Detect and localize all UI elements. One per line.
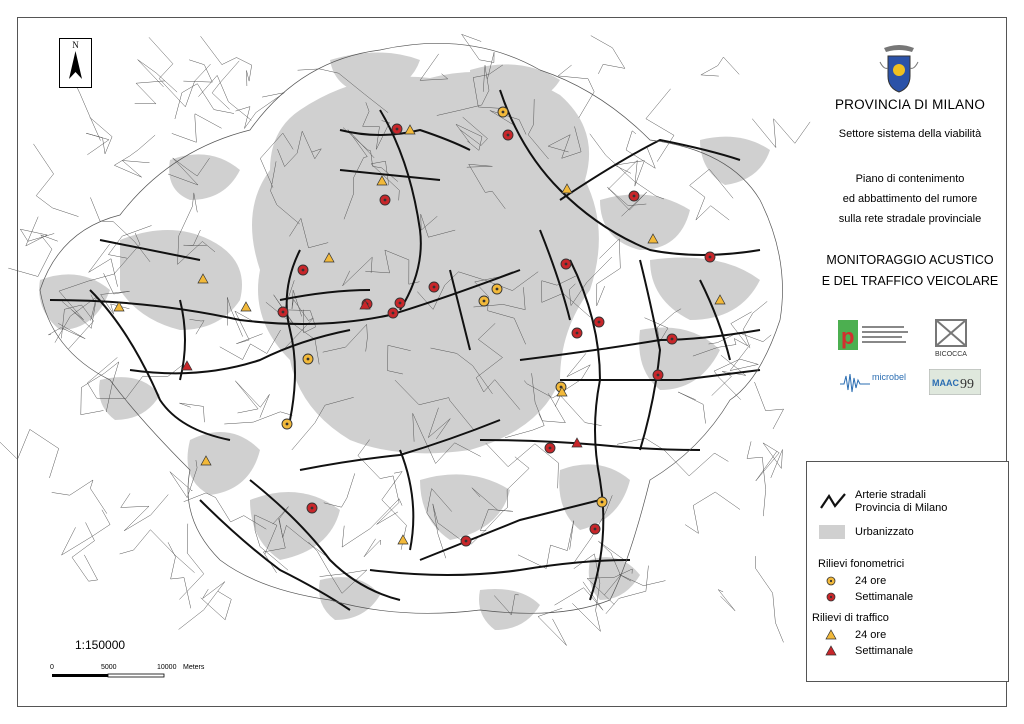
traffic-survey-marker	[398, 535, 408, 544]
legend-traffic-week-label: Settimanale	[855, 645, 914, 657]
minor-road	[358, 440, 399, 525]
minor-road	[0, 412, 59, 478]
microbel-label: microbel	[872, 372, 907, 382]
phono-survey-marker	[498, 107, 508, 117]
legend	[806, 461, 1009, 682]
phono-survey-marker	[561, 259, 571, 269]
minor-road	[646, 89, 674, 162]
minor-road	[179, 582, 225, 630]
minor-road	[756, 443, 783, 481]
legend-urban-label: Urbanizzato	[855, 526, 914, 538]
phono-survey-marker	[590, 524, 600, 534]
bicocca-label: BICOCCA	[935, 351, 967, 358]
legend-phono-24-icon	[825, 575, 837, 587]
marker-dot	[633, 195, 636, 198]
minor-road	[755, 382, 784, 429]
microbel-logo	[840, 370, 920, 394]
marker-dot	[565, 263, 568, 266]
marker-dot	[709, 256, 712, 259]
minor-road	[172, 114, 222, 143]
minor-road	[175, 84, 234, 119]
phono-survey-marker	[282, 419, 292, 429]
minor-road	[8, 235, 58, 277]
north-arrow	[59, 38, 92, 88]
legend-traffic-week-icon	[825, 645, 837, 657]
minor-road	[179, 403, 204, 422]
traffic-survey-marker	[241, 302, 251, 311]
minor-road	[685, 492, 740, 533]
phono-survey-marker	[392, 124, 402, 134]
phono-survey-marker	[395, 298, 405, 308]
minor-road	[75, 82, 101, 140]
phono-survey-marker	[629, 191, 639, 201]
maac99-logo	[929, 369, 981, 395]
partner-logo-left	[838, 320, 918, 358]
minor-road	[20, 217, 54, 246]
minor-road	[183, 60, 212, 82]
phono-survey-marker	[303, 354, 313, 364]
minor-road	[678, 392, 706, 424]
minor-road	[518, 521, 574, 569]
marker-dot	[286, 423, 289, 426]
minor-road	[324, 473, 355, 507]
phono-survey-marker	[503, 130, 513, 140]
legend-road-icon	[819, 492, 847, 510]
plan-description	[810, 169, 1010, 229]
north-label: N	[72, 40, 79, 50]
phono-survey-marker	[705, 252, 715, 262]
minor-road	[342, 499, 402, 547]
legend-traffic-24-icon	[825, 629, 837, 641]
scale-bar	[50, 672, 170, 680]
marker-dot	[507, 134, 510, 137]
minor-road	[718, 590, 735, 611]
maac-number: 99	[960, 377, 974, 392]
marker-dot	[396, 128, 399, 131]
arterial-road	[400, 450, 413, 550]
plan-line: sulla rete stradale provinciale	[838, 213, 982, 225]
minor-road	[747, 441, 766, 516]
minor-road	[597, 239, 621, 306]
monitoring-title	[810, 250, 1010, 292]
sector-subtitle: Settore sistema della viabilità	[838, 128, 982, 140]
minor-road	[201, 36, 252, 86]
minor-road	[149, 37, 211, 107]
phono-survey-marker	[492, 284, 502, 294]
marker-dot	[671, 338, 674, 341]
minor-road	[114, 135, 155, 177]
phono-survey-marker	[594, 317, 604, 327]
phono-survey-marker	[461, 536, 471, 546]
legend-urban-swatch	[819, 525, 845, 539]
marker-dot	[282, 311, 285, 314]
plan-line: Piano di contenimento	[855, 173, 965, 185]
minor-road	[701, 57, 739, 76]
province-title: PROVINCIA DI MILANO	[834, 97, 986, 112]
scale-ratio: 1:150000	[75, 638, 126, 652]
plan-line: ed abbattimento del rumore	[842, 193, 978, 205]
svg-text:p: p	[841, 324, 855, 349]
legend-roads-label: Arterie stradali	[855, 489, 926, 501]
minor-road	[538, 608, 567, 645]
minor-road	[135, 81, 165, 104]
phono-survey-marker	[388, 308, 398, 318]
minor-road	[591, 36, 625, 74]
marker-dot	[302, 269, 305, 272]
marker-dot	[399, 302, 402, 305]
phono-survey-marker	[380, 195, 390, 205]
legend-phono-24-label: 24 ore	[855, 575, 887, 587]
scale-tick-0: 0	[50, 664, 54, 671]
minor-road	[236, 93, 285, 129]
minor-road	[617, 438, 728, 476]
marker-dot	[465, 540, 468, 543]
minor-road	[201, 591, 232, 620]
scale-tick-2: 10000	[157, 664, 177, 671]
phono-survey-marker	[667, 334, 677, 344]
marker-dot	[594, 528, 597, 531]
marker-dot	[576, 332, 579, 335]
phono-survey-marker	[572, 328, 582, 338]
marker-dot	[307, 358, 310, 361]
legend-roads-label-2: Provincia di Milano	[855, 502, 948, 514]
phono-survey-marker	[653, 370, 663, 380]
marker-dot	[657, 374, 660, 377]
phono-survey-marker	[307, 503, 317, 513]
minor-road	[72, 522, 98, 581]
phono-survey-marker	[278, 307, 288, 317]
minor-road	[52, 480, 107, 514]
monitoring-line: MONITORAGGIO ACUSTICO	[826, 253, 994, 267]
legend-traffic-title: Rilievi di traffico	[812, 612, 889, 624]
marker-dot	[601, 501, 604, 504]
minor-road	[138, 60, 178, 93]
minor-road	[235, 311, 263, 344]
province-coat-of-arms-icon	[878, 40, 920, 94]
north-arrow-icon	[60, 39, 91, 87]
bicocca-logo	[932, 318, 972, 358]
legend-phono-title: Rilievi fonometrici	[818, 558, 905, 570]
marker-dot	[392, 312, 395, 315]
minor-road	[62, 510, 111, 555]
scale-tick-1: 5000	[101, 664, 117, 671]
marker-dot	[311, 507, 314, 510]
minor-road	[121, 493, 169, 531]
legend-phono-week-label: Settimanale	[855, 591, 914, 603]
minor-road	[235, 381, 269, 418]
legend-traffic-24-label: 24 ore	[855, 629, 887, 641]
marker-dot	[433, 286, 436, 289]
minor-road	[709, 333, 772, 345]
legend-phono-week-icon	[825, 591, 837, 603]
minor-road	[212, 61, 239, 110]
marker-dot	[384, 199, 387, 202]
marker-dot	[598, 321, 601, 324]
marker-dot	[502, 111, 505, 114]
marker-dot	[549, 447, 552, 450]
maac-label: MAAC	[932, 378, 959, 388]
monitoring-line: E DEL TRAFFICO VEICOLARE	[821, 274, 999, 288]
minor-road	[34, 144, 79, 217]
phono-survey-marker	[429, 282, 439, 292]
marker-dot	[483, 300, 486, 303]
phono-survey-marker	[479, 296, 489, 306]
arterial-road	[480, 440, 700, 450]
phono-survey-marker	[545, 443, 555, 453]
minor-road	[364, 539, 381, 557]
phono-survey-marker	[597, 497, 607, 507]
phono-survey-marker	[298, 265, 308, 275]
minor-road	[752, 119, 810, 148]
scale-unit: Meters	[183, 664, 205, 671]
marker-dot	[496, 288, 499, 291]
minor-road	[120, 530, 195, 573]
minor-road	[756, 556, 784, 642]
minor-road	[86, 117, 112, 155]
